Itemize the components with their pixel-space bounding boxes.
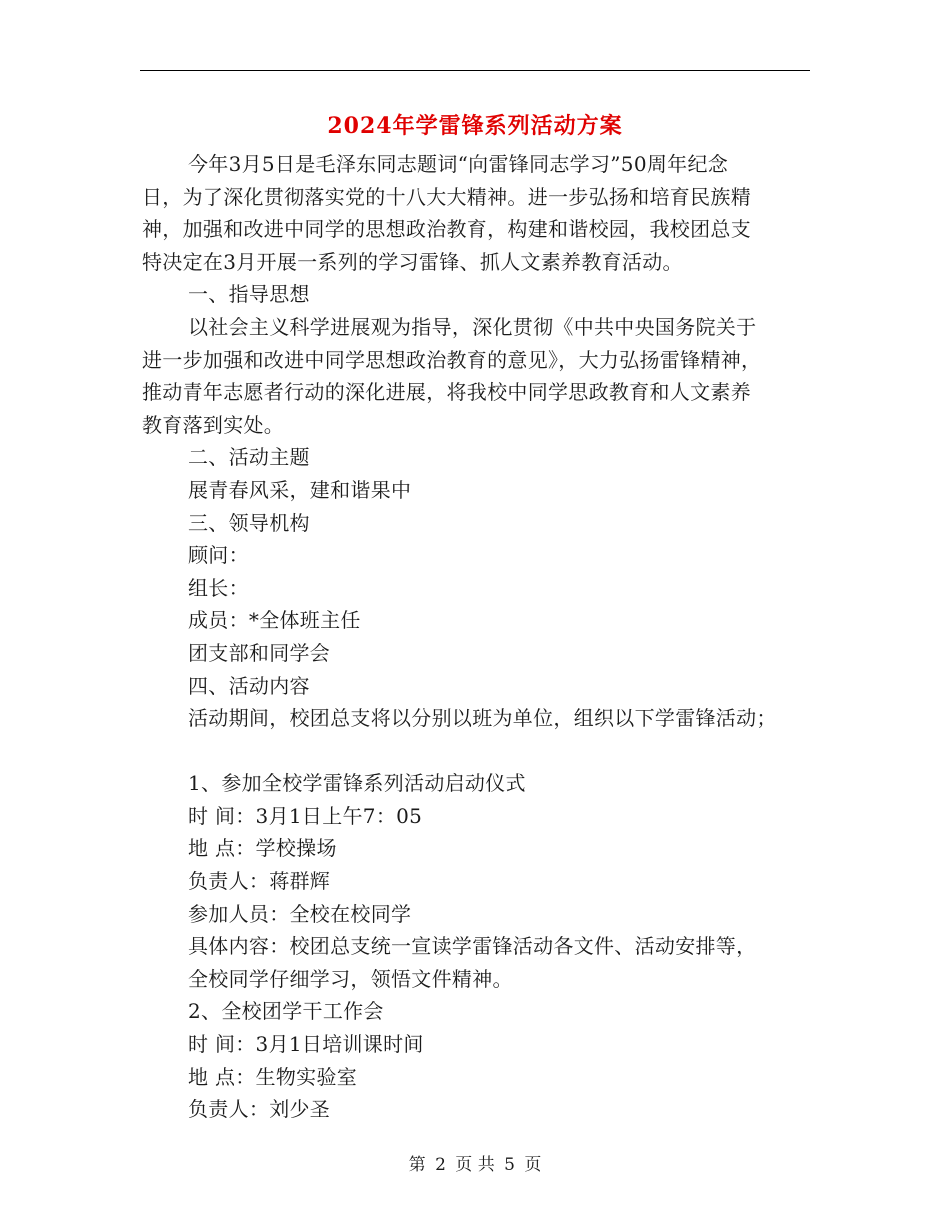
paragraph-line: 顾问： xyxy=(188,543,249,568)
paragraph-line: 2、全校团学干工作会 xyxy=(188,999,384,1024)
paragraph-line: 一、指导思想 xyxy=(188,282,310,307)
paragraph-line: 全校同学仔细学习，领悟文件精神。 xyxy=(188,966,513,991)
header-rule xyxy=(140,70,810,71)
document-body xyxy=(142,148,812,1126)
paragraph-line: 负责人：蒋群辉 xyxy=(188,869,331,894)
paragraph-line: 1、参加全校学雷锋系列活动启动仪式 xyxy=(188,771,526,796)
paragraph-line: 日，为了深化贯彻落实党的十八大大精神。进一步弘扬和培育民族精 xyxy=(142,184,751,209)
paragraph-line: 时 间：3月1日培训课时间 xyxy=(188,1032,424,1057)
paragraph-line: 神，加强和改进中同学的思想政治教育，构建和谐校园，我校团总支 xyxy=(142,217,751,242)
footer-middle: 页 共 xyxy=(455,1155,495,1175)
paragraph-line: 具体内容：校团总支统一宣读学雷锋活动各文件、活动安排等， xyxy=(188,934,757,959)
paragraph-line: 进一步加强和改进中同学思想政治教育的意见》，大力弘扬雷锋精神， xyxy=(142,347,762,372)
paragraph-line: 推动青年志愿者行动的深化进展，将我校中同学思政教育和人文素养 xyxy=(142,380,751,405)
paragraph-line: 地 点：生物实验室 xyxy=(188,1064,358,1089)
paragraph-line: 参加人员：全校在校同学 xyxy=(188,901,412,926)
paragraph-line: 成员：*全体班主任 xyxy=(188,608,361,633)
paragraph-line: 三、领导机构 xyxy=(188,510,310,535)
paragraph-line: 组长： xyxy=(188,575,249,600)
current-page-number: 2 xyxy=(435,1155,446,1175)
paragraph-line: 活动期间，校团总支将以分别以班为单位，组织以下学雷锋活动； xyxy=(188,706,777,731)
paragraph-line: 四、活动内容 xyxy=(188,673,310,698)
paragraph-line: 教育落到实处。 xyxy=(142,412,285,437)
paragraph-line: 二、活动主题 xyxy=(188,445,310,470)
paragraph-line: 时 间：3月1日上午7：05 xyxy=(188,803,423,828)
page-footer xyxy=(0,1153,950,1177)
total-pages-number: 5 xyxy=(504,1155,515,1175)
paragraph-line: 以社会主义科学进展观为指导，深化贯彻《中共中央国务院关于 xyxy=(188,314,757,339)
paragraph-line: 展青春风采，建和谐果中 xyxy=(188,477,412,502)
paragraph-line: 今年3月5日是毛泽东同志题词“向雷锋同志学习”50周年纪念 xyxy=(188,152,729,176)
paragraph-line: 负责人：刘少圣 xyxy=(188,1097,331,1122)
paragraph-line: 地 点：学校操场 xyxy=(188,836,337,861)
paragraph-line: 团支部和同学会 xyxy=(188,640,331,665)
paragraph-line: 特决定在3月开展一系列的学习雷锋、抓人文素养教育活动。 xyxy=(142,249,683,274)
blank-line xyxy=(142,735,812,768)
document-title: 2024年学雷锋系列活动方案 xyxy=(327,113,623,139)
footer-prefix: 第 xyxy=(408,1155,426,1175)
footer-suffix: 页 xyxy=(524,1155,542,1175)
